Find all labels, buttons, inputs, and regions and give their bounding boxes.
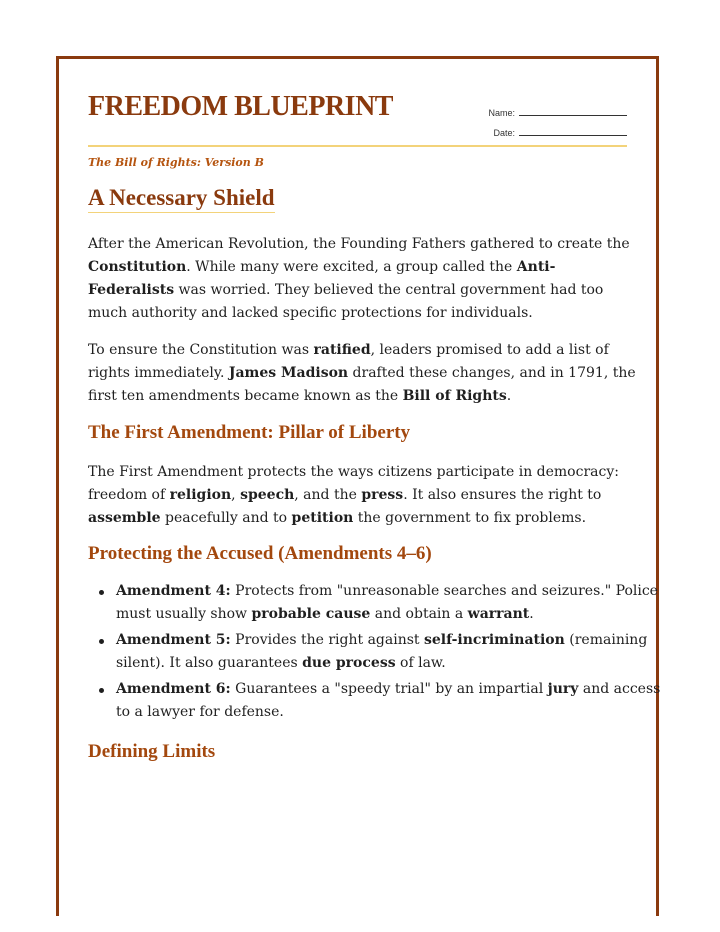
page-title: FREEDOM BLUEPRINT: [88, 91, 393, 122]
name-field[interactable]: [487, 107, 627, 127]
bullet-icon: [99, 688, 104, 693]
list-item-amendment-6: Amendment 6: Guarantees a "speedy trial" by an impartial jury and access to a lawyer for defense.: [116, 678, 664, 724]
date-line[interactable]: [519, 127, 627, 136]
worksheet-content: [88, 59, 661, 762]
section-heading-protecting-accused: Protecting the Accused (Amendments 4–6): [88, 543, 432, 564]
paragraph-first-amendment: The First Amendment protects the ways citizens participate in democracy: freedom of religion, speech, and the press. It also ensures the right to assemble peacefully and to petition the government to fix problems.: [88, 464, 619, 526]
paragraph-revolution: After the American Revolution, the Founding Fathers gathered to create the Constitution. While many were excited, a group called the Anti-Federalists was worried. They believed the central government had too much authority and lacked specific protections for individuals.: [88, 236, 630, 321]
list-item-amendment-4: Amendment 4: Protects from "unreasonable searches and seizures." Police must usually show probable cause and obtain a warrant.: [116, 580, 664, 626]
paragraph-ratification: To ensure the Constitution was ratified, leaders promised to add a list of rights immediately. James Madison drafted these changes, and in 1791, the first ten amendments became known as the Bill of Rights.: [88, 342, 636, 404]
amendment-list: [88, 580, 664, 727]
section-heading-first-amendment: The First Amendment: Pillar of Liberty: [88, 422, 411, 443]
student-fields: [487, 107, 627, 147]
version-label: The Bill of Rights: Version B: [88, 156, 264, 169]
section-heading-necessary-shield: A Necessary Shield: [88, 185, 275, 213]
date-field[interactable]: [487, 127, 627, 147]
worksheet-page: [56, 56, 659, 916]
date-label: Date:: [493, 128, 515, 138]
section-heading-defining-limits: Defining Limits: [88, 741, 216, 762]
bullet-icon: [99, 639, 104, 644]
name-label: Name:: [488, 108, 515, 118]
bullet-icon: [99, 590, 104, 595]
worksheet-header: [88, 59, 627, 147]
list-item-amendment-5: Amendment 5: Provides the right against self-incrimination (remaining silent). It also guarantees due process of law.: [116, 629, 664, 675]
name-line[interactable]: [519, 107, 627, 116]
